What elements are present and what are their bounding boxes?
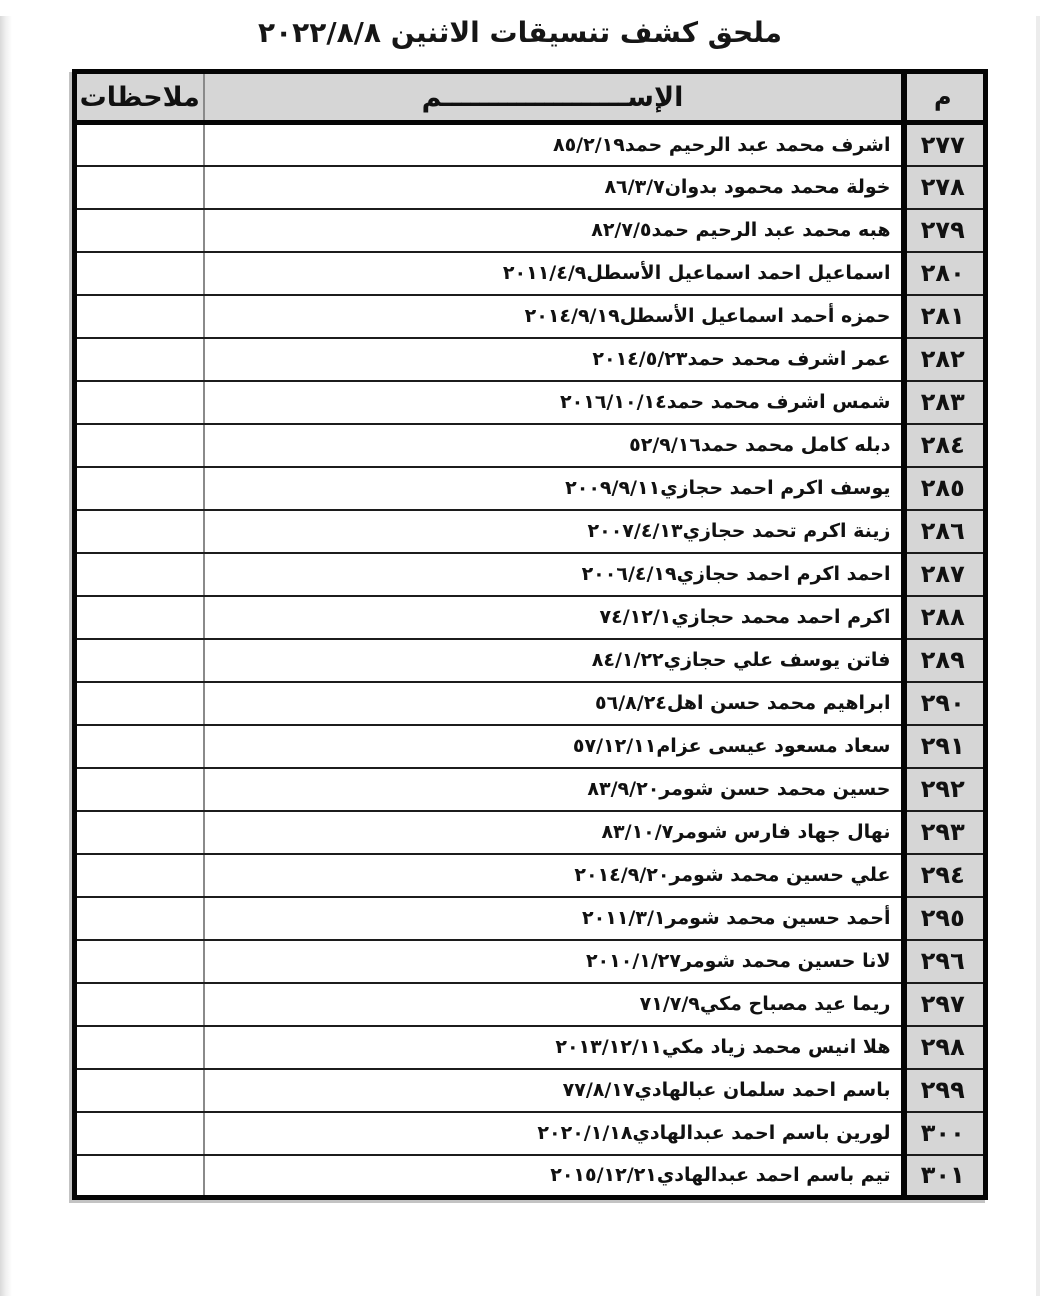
- row-notes-cell: [75, 639, 204, 682]
- header-name: الإســــــــــــــــــــم: [204, 72, 904, 123]
- table-row: [75, 381, 986, 424]
- table-row: [75, 596, 986, 639]
- row-number-cell: ٢٩٤: [904, 854, 986, 897]
- row-number-cell: ٢٩٨: [904, 1026, 986, 1069]
- row-number-cell: ٢٩٢: [904, 768, 986, 811]
- row-number-cell: ٢٨٢: [904, 338, 986, 381]
- row-name-cell: احمد اكرم احمد حجازي٢٠٠٦/٤/١٩: [204, 553, 904, 596]
- row-notes-cell: [75, 854, 204, 897]
- table-row: [75, 1112, 986, 1155]
- row-name-cell: فاتن يوسف علي حجازي٨٤/١/٢٢: [204, 639, 904, 682]
- table-row: [75, 295, 986, 338]
- table-row: [75, 553, 986, 596]
- row-notes-cell: [75, 338, 204, 381]
- row-notes-cell: [75, 940, 204, 983]
- row-name-cell: نهال جهاد فارس شومر٨٣/١٠/٧: [204, 811, 904, 854]
- row-notes-cell: [75, 768, 204, 811]
- row-number-cell: ٢٩٦: [904, 940, 986, 983]
- row-notes-cell: [75, 1026, 204, 1069]
- table-row: [75, 424, 986, 467]
- row-name-cell: لانا حسين محمد شومر٢٠١٠/١/٢٧: [204, 940, 904, 983]
- row-number-cell: ٢٩٩: [904, 1069, 986, 1112]
- row-name-cell: ريما عيد مصباح مكي٧١/٧/٩: [204, 983, 904, 1026]
- row-number-cell: ٢٧٧: [904, 123, 986, 166]
- row-name-cell: علي حسين محمد شومر٢٠١٤/٩/٢٠: [204, 854, 904, 897]
- scan-edge-left: [0, 16, 12, 1296]
- table-row: [75, 123, 986, 166]
- row-number-cell: ٣٠١: [904, 1155, 986, 1198]
- row-name-cell: اشرف محمد عبد الرحيم حمد٨٥/٢/١٩: [204, 123, 904, 166]
- row-name-cell: يوسف اكرم احمد حجازي٢٠٠٩/٩/١١: [204, 467, 904, 510]
- row-notes-cell: [75, 553, 204, 596]
- row-notes-cell: [75, 510, 204, 553]
- row-number-cell: ٢٧٩: [904, 209, 986, 252]
- row-notes-cell: [75, 725, 204, 768]
- table-row: [75, 768, 986, 811]
- table-body: [75, 123, 986, 1198]
- row-number-cell: ٣٠٠: [904, 1112, 986, 1155]
- row-number-cell: ٢٩٣: [904, 811, 986, 854]
- table-row: [75, 1155, 986, 1198]
- row-notes-cell: [75, 295, 204, 338]
- table-row: [75, 639, 986, 682]
- table-row: [75, 940, 986, 983]
- table-row: [75, 252, 986, 295]
- table-row: [75, 338, 986, 381]
- table-header-row: [75, 72, 986, 123]
- table-row: [75, 682, 986, 725]
- header-notes: ملاحظات: [75, 72, 204, 123]
- page-title: ملحق كشف تنسيقات الاثنين ٢٠٢٢/٨/٨: [258, 16, 782, 49]
- table-row: [75, 897, 986, 940]
- row-number-cell: ٢٩٥: [904, 897, 986, 940]
- row-number-cell: ٢٨٩: [904, 639, 986, 682]
- row-notes-cell: [75, 983, 204, 1026]
- scan-edge-right: [1036, 16, 1040, 1296]
- row-name-cell: أحمد حسين محمد شومر٢٠١١/٣/١: [204, 897, 904, 940]
- row-number-cell: ٢٨٦: [904, 510, 986, 553]
- row-name-cell: حسين محمد حسن شومر٨٣/٩/٢٠: [204, 768, 904, 811]
- row-number-cell: ٢٩٠: [904, 682, 986, 725]
- row-notes-cell: [75, 1112, 204, 1155]
- table-row: [75, 510, 986, 553]
- table-row: [75, 811, 986, 854]
- table-row: [75, 725, 986, 768]
- row-number-cell: ٢٧٨: [904, 166, 986, 209]
- table-row: [75, 467, 986, 510]
- row-name-cell: خولة محمد محمود بدوان٨٦/٣/٧: [204, 166, 904, 209]
- header-number: م: [904, 72, 986, 123]
- table-row: [75, 854, 986, 897]
- document-page: [0, 16, 1040, 1296]
- table-row: [75, 209, 986, 252]
- row-name-cell: لورين باسم احمد عبدالهادي٢٠٢٠/١/١٨: [204, 1112, 904, 1155]
- row-name-cell: اسماعيل احمد اسماعيل الأسطل٢٠١١/٤/٩: [204, 252, 904, 295]
- row-number-cell: ٢٨١: [904, 295, 986, 338]
- row-name-cell: ابراهيم محمد حسن اهل٥٦/٨/٢٤: [204, 682, 904, 725]
- row-notes-cell: [75, 166, 204, 209]
- row-number-cell: ٢٨٥: [904, 467, 986, 510]
- table-row: [75, 1069, 986, 1112]
- table-row: [75, 166, 986, 209]
- row-name-cell: شمس اشرف محمد حمد٢٠١٦/١٠/١٤: [204, 381, 904, 424]
- row-number-cell: ٢٨٠: [904, 252, 986, 295]
- row-notes-cell: [75, 682, 204, 725]
- row-name-cell: عمر اشرف محمد حمد٢٠١٤/٥/٢٣: [204, 338, 904, 381]
- row-number-cell: ٢٨٧: [904, 553, 986, 596]
- row-notes-cell: [75, 1069, 204, 1112]
- row-name-cell: سعاد مسعود عيسى عزام٥٧/١٢/١١: [204, 725, 904, 768]
- row-notes-cell: [75, 811, 204, 854]
- row-name-cell: حمزه أحمد اسماعيل الأسطل٢٠١٤/٩/١٩: [204, 295, 904, 338]
- row-name-cell: زينة اكرم تحمد حجازي٢٠٠٧/٤/١٣: [204, 510, 904, 553]
- row-name-cell: تيم باسم احمد عبدالهادي٢٠١٥/١٢/٢١: [204, 1155, 904, 1198]
- row-number-cell: ٢٨٨: [904, 596, 986, 639]
- row-notes-cell: [75, 897, 204, 940]
- row-notes-cell: [75, 1155, 204, 1198]
- table-row: [75, 983, 986, 1026]
- row-notes-cell: [75, 424, 204, 467]
- row-number-cell: ٢٩١: [904, 725, 986, 768]
- row-name-cell: اكرم احمد محمد حجازي٧٤/١٢/١: [204, 596, 904, 639]
- table-row: [75, 1026, 986, 1069]
- row-name-cell: باسم احمد سلمان عبالهادي٧٧/٨/١٧: [204, 1069, 904, 1112]
- row-number-cell: ٢٩٧: [904, 983, 986, 1026]
- names-table: [72, 69, 988, 1200]
- row-number-cell: ٢٨٣: [904, 381, 986, 424]
- row-name-cell: دبله كامل محمد حمد٥٢/٩/١٦: [204, 424, 904, 467]
- row-name-cell: هلا انيس محمد زياد مكي٢٠١٣/١٢/١١: [204, 1026, 904, 1069]
- row-notes-cell: [75, 381, 204, 424]
- row-notes-cell: [75, 596, 204, 639]
- row-notes-cell: [75, 467, 204, 510]
- row-notes-cell: [75, 209, 204, 252]
- row-number-cell: ٢٨٤: [904, 424, 986, 467]
- row-notes-cell: [75, 123, 204, 166]
- row-notes-cell: [75, 252, 204, 295]
- row-name-cell: هبه محمد عبد الرحيم حمد٨٢/٧/٥: [204, 209, 904, 252]
